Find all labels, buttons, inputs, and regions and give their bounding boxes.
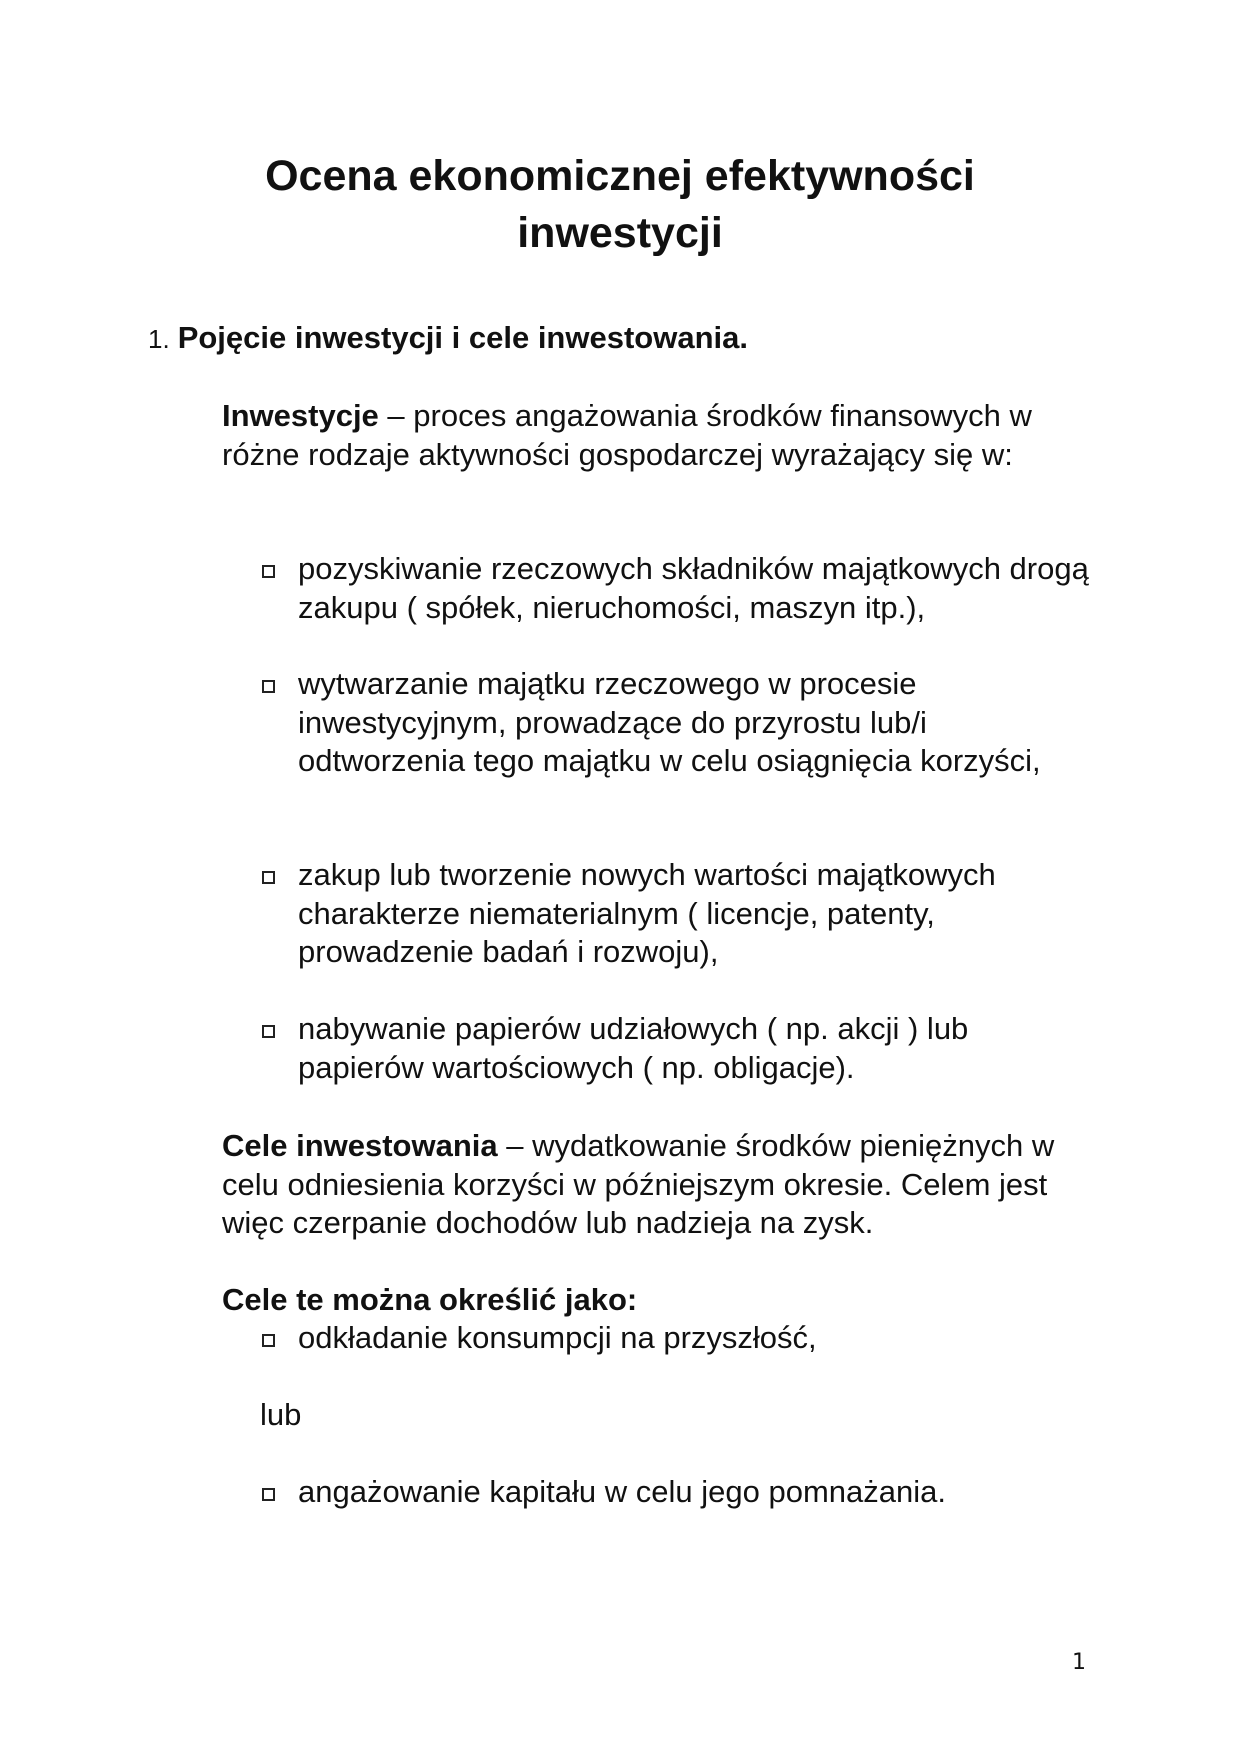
list-item-text: angażowanie kapitału w celu jego pomnażania. xyxy=(298,1474,946,1509)
square-bullet-icon xyxy=(260,1010,298,1087)
list-item-text: wytwarzanie majątku rzeczowego w procesie inwestycyjnym, prowadzące do przyrostu lub/i odtworzenia tego majątku w celu osiągnięcia korzyści, xyxy=(298,666,1041,778)
square-bullet-icon xyxy=(260,1319,298,1358)
page-number: 1 xyxy=(1072,1650,1086,1675)
section-number: 1. xyxy=(148,324,170,354)
list-item xyxy=(260,1473,1090,1512)
square-bullet-icon xyxy=(260,856,298,972)
square-bullet-icon xyxy=(260,550,298,627)
goals-heading: Cele te można określić jako: xyxy=(222,1282,638,1317)
list-item xyxy=(260,550,1090,627)
list-item-text: odkładanie konsumpcji na przyszłość, xyxy=(298,1320,817,1355)
definition-text: – proces angażowania środków finansowych w różne rodzaje aktywności gospodarczej wyrażający się w: xyxy=(222,398,1032,472)
definition-term: Inwestycje xyxy=(222,398,379,433)
list-item-text: zakup lub tworzenie nowych wartości majątkowych charakterze niematerialnym ( licencje, patenty, prowadzenie badań i rozwoju), xyxy=(298,857,996,969)
list-item-text: pozyskiwanie rzeczowych składników majątkowych drogą zakupu ( spółek, nieruchomości, maszyn itp.), xyxy=(298,551,1089,625)
title-line-1: Ocena ekonomicznej efektywności xyxy=(265,152,975,200)
list-item-text: nabywanie papierów udziałowych ( np. akcji ) lub papierów wartościowych ( np. obligacje). xyxy=(298,1011,969,1085)
definition-investments xyxy=(222,397,1102,474)
definition-text: – wydatkowanie środków pieniężnych w celu odniesienia korzyści w późniejszym okresie. Celem jest więc czerpanie dochodów lub nadzieja na zysk. xyxy=(222,1128,1055,1240)
section-heading-text: Pojęcie inwestycji i cele inwestowania. xyxy=(177,320,748,355)
definition-goals xyxy=(222,1127,1102,1243)
list-item xyxy=(260,1010,1090,1087)
list-item xyxy=(260,856,1090,972)
square-bullet-icon xyxy=(260,665,298,781)
document-title xyxy=(220,148,1020,262)
connector-text: lub xyxy=(260,1397,302,1432)
list-item xyxy=(260,665,1090,781)
square-bullet-icon xyxy=(260,1473,298,1512)
title-line-2: inwestycji xyxy=(517,209,723,257)
section-heading xyxy=(148,318,748,359)
definition-term: Cele inwestowania xyxy=(222,1128,498,1163)
list-item xyxy=(260,1319,1090,1358)
